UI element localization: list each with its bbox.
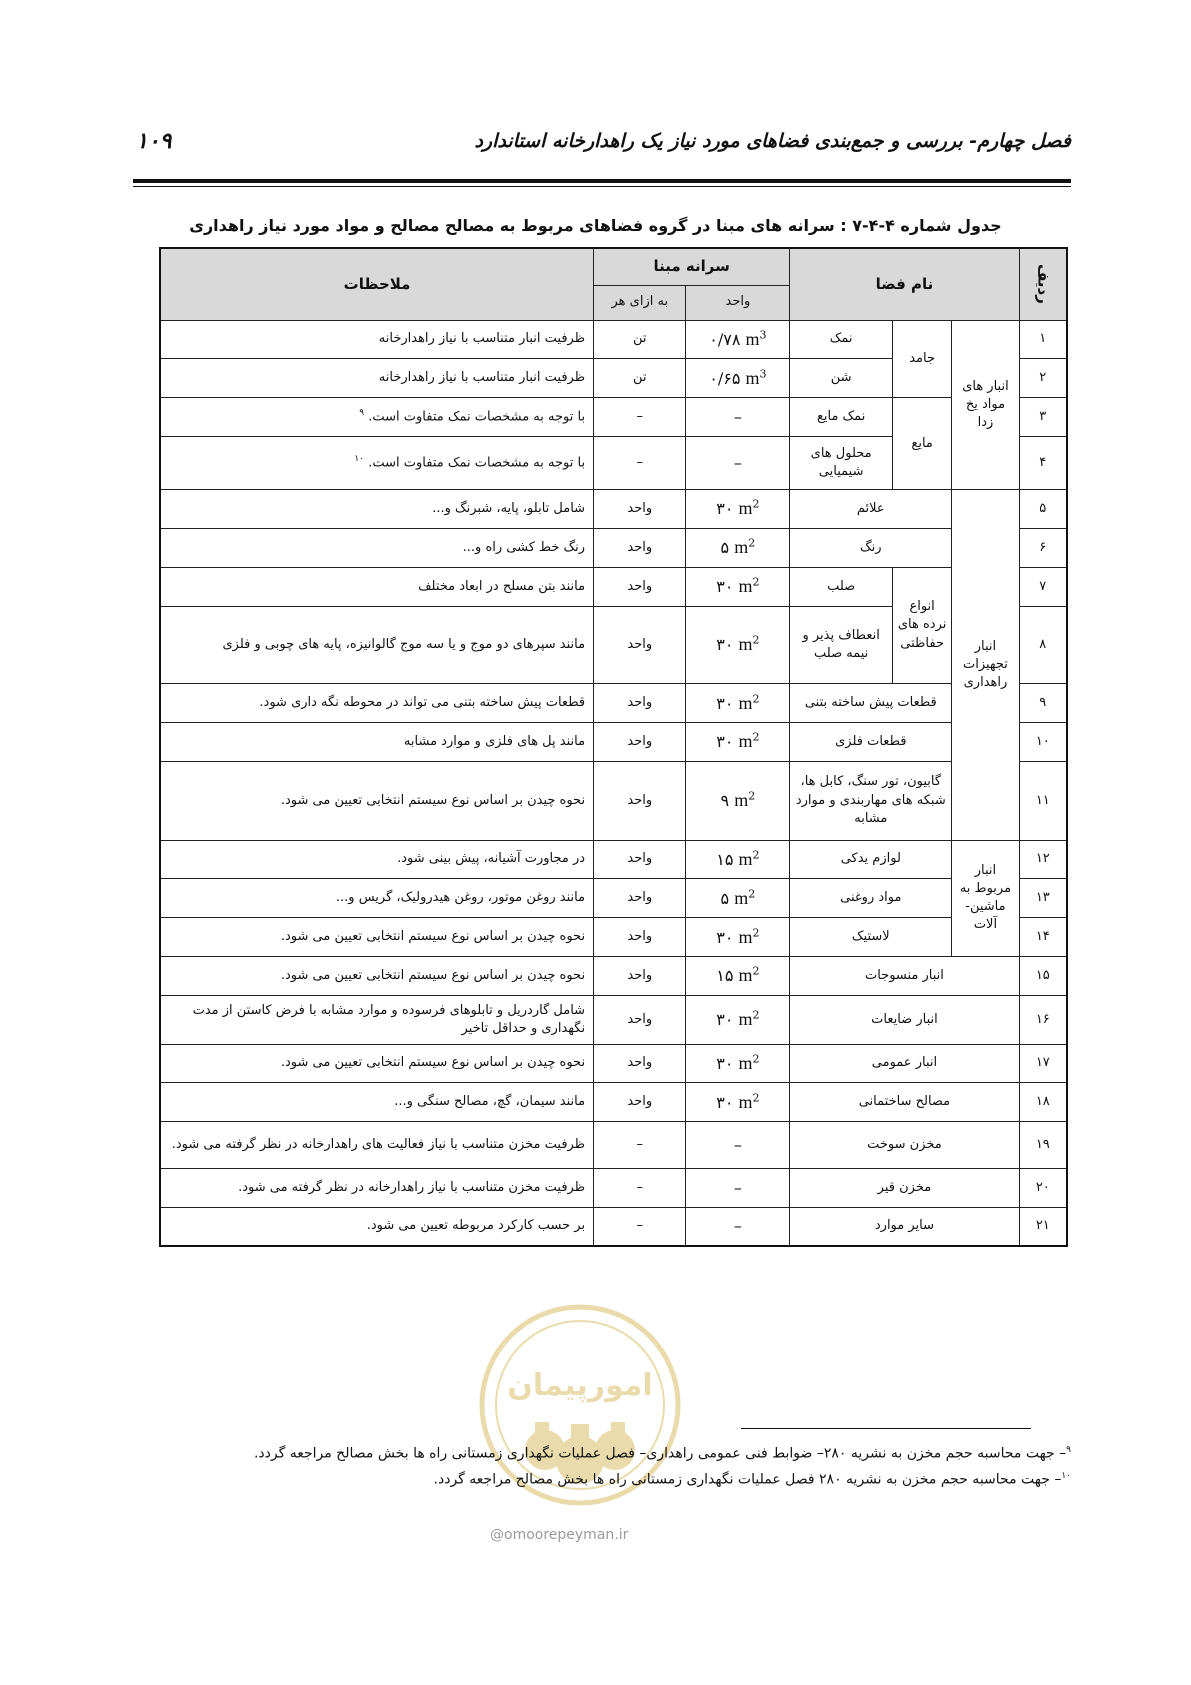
- table-row: [160, 723, 1067, 762]
- per-unit: واحد: [594, 840, 686, 879]
- area-value: [686, 359, 790, 398]
- remark: [160, 995, 594, 1044]
- area-exponent: 2: [752, 1052, 760, 1066]
- header-per-each: به ازای هر: [594, 285, 686, 320]
- table-row: [160, 1122, 1067, 1169]
- footnote-ref: ۹: [359, 408, 365, 419]
- row-number: ۱۳: [1019, 879, 1067, 918]
- area-unit: m: [745, 328, 760, 349]
- table-row: [160, 320, 1067, 359]
- remark-text: نحوه چیدن بر اساس نوع سیستم انتخابی تعیین می شود.: [280, 967, 586, 983]
- per-unit: واحد: [594, 995, 686, 1044]
- area-unit: m: [738, 576, 753, 597]
- row-number: ۱۶: [1019, 995, 1067, 1044]
- table-body: [160, 320, 1067, 1246]
- per-unit: واحد: [594, 684, 686, 723]
- row-number: ۱: [1019, 320, 1067, 359]
- space-name: رنگ: [790, 528, 952, 567]
- space-name: نمک مایع: [790, 398, 893, 437]
- remark: [160, 606, 594, 684]
- area-number: ۱۵: [716, 849, 734, 869]
- space-name: مواد روغنی: [790, 879, 952, 918]
- area-number: ۵: [720, 538, 730, 558]
- per-unit: –: [594, 398, 686, 437]
- table-row: [160, 567, 1067, 606]
- area-exponent: 2: [752, 965, 760, 978]
- footnote-ref: ۱۰: [354, 454, 365, 465]
- remark: [160, 490, 594, 529]
- table-row: [160, 1083, 1067, 1122]
- row-number: ۲: [1019, 359, 1067, 398]
- row-number: ۲۰: [1019, 1168, 1067, 1207]
- area-value: [686, 606, 790, 684]
- per-unit: واحد: [594, 879, 686, 918]
- footnote-10: [171, 1471, 1071, 1488]
- table-row: [160, 840, 1067, 879]
- remark-text: نحوه چیدن بر اساس نوع سیستم انتخابی تعیین می شود.: [280, 929, 586, 945]
- area-number: ۳۰: [716, 1092, 734, 1112]
- area-unit: m: [738, 965, 753, 986]
- footnote-text: – جهت محاسبه حجم مخزن به نشریه ۲۸۰ فصل عملیات نگهداری زمستانی راه ها بخش مصالح مراجعه گردد.: [433, 1471, 1062, 1488]
- remark-text: با توجه به مشخصات نمک متفاوت است.: [368, 455, 586, 471]
- area-number: ۳۰: [716, 577, 734, 597]
- space-name: لوازم یدکی: [790, 840, 952, 879]
- group-equipment-storage: انبار تجهیزات راهداری: [952, 490, 1019, 840]
- per-unit: واحد: [594, 723, 686, 762]
- space-name: مخزن قیر: [790, 1168, 1019, 1207]
- group-liquid: مایع: [892, 398, 951, 490]
- area-value: [686, 995, 790, 1044]
- remark-text: با توجه به مشخصات نمک متفاوت است.: [368, 409, 586, 425]
- space-name: شن: [790, 359, 893, 398]
- page-number: ۱۰۹: [136, 128, 172, 154]
- row-number: ۵: [1019, 490, 1067, 529]
- remark: [160, 918, 594, 957]
- area-unit: m: [738, 848, 753, 869]
- per-unit: تن: [594, 320, 686, 359]
- space-name: گابیون، تور سنگ، کابل ها، شبکه های مهاربندی و موارد مشابه: [790, 761, 952, 840]
- area-unit: m: [734, 887, 749, 908]
- area-number: ۳۰: [716, 499, 734, 519]
- group-machinery-storage: انبار مربوط به ماشین- آلات: [952, 840, 1019, 956]
- table-row: [160, 1044, 1067, 1083]
- remark-text: مانند بتن مسلح در ابعاد مختلف: [418, 578, 586, 594]
- remark-text: شامل گاردریل و تابلوهای فرسوده و موارد مشابه با فرض کاستن از مدت نگهداری و حداقل تاخیر: [192, 1002, 586, 1036]
- space-name: انبار ضایعات: [790, 995, 1019, 1044]
- remark-text: مانند سیمان، گچ، مصالح سنگی و...: [394, 1094, 586, 1110]
- remark-text: ظرفیت مخزن متناسب با نیاز فعالیت های راهدارخانه در نظر گرفته می شود.: [171, 1136, 586, 1152]
- footnote-9: [171, 1445, 1071, 1462]
- remark: [160, 1044, 594, 1083]
- table-row: [160, 684, 1067, 723]
- header-unit-area: واحد: [686, 285, 790, 320]
- area-number: ۳۰: [716, 1053, 734, 1073]
- area-unit: m: [738, 498, 753, 519]
- remark-text: نحوه چیدن بر اساس نوع سیستم انتخابی تعیین می شود.: [280, 1055, 586, 1071]
- space-name: علائم: [790, 490, 952, 529]
- area-exponent: 2: [748, 536, 756, 550]
- remark: [160, 1207, 594, 1246]
- area-value: [686, 1122, 790, 1169]
- per-unit: –: [594, 1207, 686, 1246]
- group-guardrail-types: انواع نرده های حفاظتی: [892, 567, 951, 683]
- header-rule-thick: [133, 179, 1071, 183]
- table-row: [160, 528, 1067, 567]
- remark: [160, 840, 594, 879]
- row-number: ۱۱: [1019, 761, 1067, 840]
- per-unit: –: [594, 436, 686, 489]
- area-exponent: 2: [752, 575, 760, 589]
- watermark-logo-text: امورپیمان: [507, 1368, 653, 1403]
- per-unit: واحد: [594, 1083, 686, 1122]
- row-number: ۹: [1019, 684, 1067, 723]
- group-solid: جامد: [892, 320, 951, 398]
- remark: [160, 436, 594, 489]
- area-value: [686, 1044, 790, 1083]
- footnote-rule: [741, 1428, 1031, 1429]
- area-number: ۳۰: [716, 635, 734, 655]
- remark: [160, 1168, 594, 1207]
- table-row: [160, 490, 1067, 529]
- remark-text: قطعات پیش ساخته بتنی می تواند در محوطه نگه داری شود.: [259, 695, 586, 711]
- space-name: انبار عمومی: [790, 1044, 1019, 1083]
- area-unit: m: [738, 1052, 753, 1073]
- remark: [160, 359, 594, 398]
- area-exponent: 2: [752, 926, 760, 940]
- row-number: ۱۸: [1019, 1083, 1067, 1122]
- row-number: ۴: [1019, 436, 1067, 489]
- remark: [160, 567, 594, 606]
- area-number: –: [733, 452, 742, 472]
- area-exponent: 2: [752, 692, 760, 706]
- space-name: لاستیک: [790, 918, 952, 957]
- area-value: [686, 1207, 790, 1246]
- remark-text: رنگ خط کشی راه و...: [462, 539, 586, 555]
- per-unit: –: [594, 1168, 686, 1207]
- remark: [160, 398, 594, 437]
- area-unit: m: [734, 790, 749, 811]
- area-unit: m: [738, 1091, 753, 1112]
- per-unit: واحد: [594, 490, 686, 529]
- area-unit: m: [745, 367, 760, 388]
- area-number: –: [733, 406, 742, 426]
- space-name: نمک: [790, 320, 893, 359]
- footnotes: [171, 1445, 1071, 1496]
- area-value: [686, 528, 790, 567]
- area-exponent: 2: [752, 498, 760, 512]
- row-number: ۶: [1019, 528, 1067, 567]
- area-number: ۱۵: [716, 966, 734, 986]
- area-value: [686, 436, 790, 489]
- area-unit: m: [738, 1009, 753, 1030]
- remark: [160, 1083, 594, 1122]
- area-exponent: 3: [759, 367, 767, 381]
- area-value: [686, 840, 790, 879]
- remark-text: مانند سپرهای دو موج و یا سه موج گالوانیزه، پایه های چوبی و فلزی: [222, 636, 586, 652]
- space-name: انبار منسوجات: [790, 957, 1019, 996]
- area-value: [686, 1168, 790, 1207]
- area-value: [686, 567, 790, 606]
- area-value: [686, 723, 790, 762]
- row-number: ۱۴: [1019, 918, 1067, 957]
- header-base-per-capita: سرانه مبنا: [594, 248, 790, 285]
- area-exponent: 2: [748, 887, 756, 901]
- header-radif: ردیف: [1019, 248, 1067, 320]
- group-deicing-storage: انبار های مواد یخ زدا: [952, 320, 1019, 490]
- table-row: [160, 995, 1067, 1044]
- space-name: محلول های شیمیایی: [790, 436, 893, 489]
- area-number: ۳۰: [716, 732, 734, 752]
- remark: [160, 684, 594, 723]
- table-row: [160, 1168, 1067, 1207]
- area-unit: m: [738, 634, 753, 655]
- remark: [160, 528, 594, 567]
- page-header: [136, 128, 1071, 168]
- row-number: ۱۵: [1019, 957, 1067, 996]
- table-row: [160, 957, 1067, 996]
- row-number: ۳: [1019, 398, 1067, 437]
- footnote-mark: ۱۰: [1061, 1470, 1071, 1481]
- footnote-mark: ۹: [1066, 1445, 1071, 1455]
- chapter-title: فصل چهارم- بررسی و جمع‌بندی فضاهای مورد نیاز یک راهدارخانه استاندارد: [474, 130, 1071, 152]
- remark-text: مانند روغن موتور، روغن هیدرولیک، گریس و...: [335, 890, 586, 906]
- area-exponent: 2: [752, 1008, 760, 1022]
- remark-text: شامل تابلو، پایه، شبرنگ و...: [432, 500, 586, 516]
- header-rule-thin: [133, 186, 1071, 187]
- area-value: [686, 957, 790, 996]
- area-value: [686, 398, 790, 437]
- area-number: ۰/۷۸: [709, 329, 741, 349]
- per-unit: واحد: [594, 761, 686, 840]
- table-row: [160, 879, 1067, 918]
- table-row: [160, 398, 1067, 437]
- header-remarks: ملاحظات: [160, 248, 594, 320]
- remark-text: بر حسب کارکرد مربوطه تعیین می شود.: [366, 1218, 586, 1234]
- remark: [160, 957, 594, 996]
- row-number: ۲۱: [1019, 1207, 1067, 1246]
- per-unit: –: [594, 1122, 686, 1169]
- area-number: ۳۰: [716, 693, 734, 713]
- per-unit: واحد: [594, 606, 686, 684]
- row-number: ۷: [1019, 567, 1067, 606]
- area-value: [686, 320, 790, 359]
- area-exponent: 2: [752, 848, 760, 862]
- space-standards-table: [159, 247, 1068, 1247]
- remark: [160, 1122, 594, 1169]
- row-number: ۱۰: [1019, 723, 1067, 762]
- table-row: [160, 1207, 1067, 1246]
- space-name: قطعات پیش ساخته بتنی: [790, 684, 952, 723]
- remark-text: ظرفیت انبار متناسب با نیاز راهدارخانه: [378, 370, 586, 386]
- space-name: انعطاف پذیر و نیمه صلب: [790, 606, 893, 684]
- area-value: [686, 490, 790, 529]
- area-exponent: 2: [748, 789, 756, 803]
- watermark-site: @omoorepeyman.ir: [490, 1527, 629, 1543]
- remark-text: در مجاورت آشیانه، پیش بینی شود.: [397, 851, 586, 867]
- area-number: ۳۰: [716, 927, 734, 947]
- row-number: ۱۹: [1019, 1122, 1067, 1169]
- remark-text: نحوه چیدن بر اساس نوع سیستم انتخابی تعیین می شود.: [280, 792, 586, 808]
- row-number: ۱۷: [1019, 1044, 1067, 1083]
- table-row: [160, 761, 1067, 840]
- remark-text: مانند پل های فلزی و موارد مشابه: [403, 733, 586, 749]
- remark: [160, 320, 594, 359]
- area-number: –: [733, 1177, 742, 1197]
- area-unit: m: [738, 692, 753, 713]
- space-name: مصالح ساختمانی: [790, 1083, 1019, 1122]
- area-value: [686, 918, 790, 957]
- area-exponent: 2: [752, 1091, 760, 1105]
- space-name: سایر موارد: [790, 1207, 1019, 1246]
- area-number: –: [733, 1216, 742, 1236]
- area-number: ۵: [720, 888, 730, 908]
- area-exponent: 3: [759, 328, 767, 342]
- area-unit: m: [734, 537, 749, 558]
- per-unit: واحد: [594, 957, 686, 996]
- area-value: [686, 684, 790, 723]
- remark-text: ظرفیت انبار متناسب با نیاز راهدارخانه: [378, 331, 586, 347]
- area-value: [686, 761, 790, 840]
- area-number: ۳۰: [716, 1010, 734, 1030]
- area-unit: m: [738, 926, 753, 947]
- area-unit: m: [738, 731, 753, 752]
- per-unit: تن: [594, 359, 686, 398]
- footnote-text: – جهت محاسبه حجم مخزن به نشریه ۲۸۰– ضوابط فنی عمومی راهداری– فصل عملیات نگهداری زمستانی راه ها بخش مصالح مراجعه گردد.: [253, 1445, 1067, 1462]
- area-exponent: 2: [752, 731, 760, 745]
- header-space-name: نام فضا: [790, 248, 1019, 320]
- row-number: ۸: [1019, 606, 1067, 684]
- remark: [160, 761, 594, 840]
- table-row: [160, 918, 1067, 957]
- per-unit: واحد: [594, 567, 686, 606]
- area-value: [686, 1083, 790, 1122]
- remark: [160, 723, 594, 762]
- per-unit: واحد: [594, 918, 686, 957]
- space-name: مخزن سوخت: [790, 1122, 1019, 1169]
- area-number: ۰/۶۵: [709, 368, 741, 388]
- row-number: ۱۲: [1019, 840, 1067, 879]
- area-value: [686, 879, 790, 918]
- per-unit: واحد: [594, 1044, 686, 1083]
- table-caption: جدول شماره ۴-۴-۷ : سرانه های مبنا در گروه فضاهای مربوط به مصالح مصالح و مواد مورد نیاز راهداری: [189, 216, 1002, 235]
- space-name: قطعات فلزی: [790, 723, 952, 762]
- area-exponent: 2: [752, 633, 760, 647]
- per-unit: واحد: [594, 528, 686, 567]
- remark: [160, 879, 594, 918]
- space-name: صلب: [790, 567, 893, 606]
- area-number: –: [733, 1134, 742, 1154]
- remark-text: ظرفیت مخزن متناسب با نیاز راهدارخانه در نظر گرفته می شود.: [238, 1179, 586, 1195]
- area-number: ۹: [720, 791, 730, 811]
